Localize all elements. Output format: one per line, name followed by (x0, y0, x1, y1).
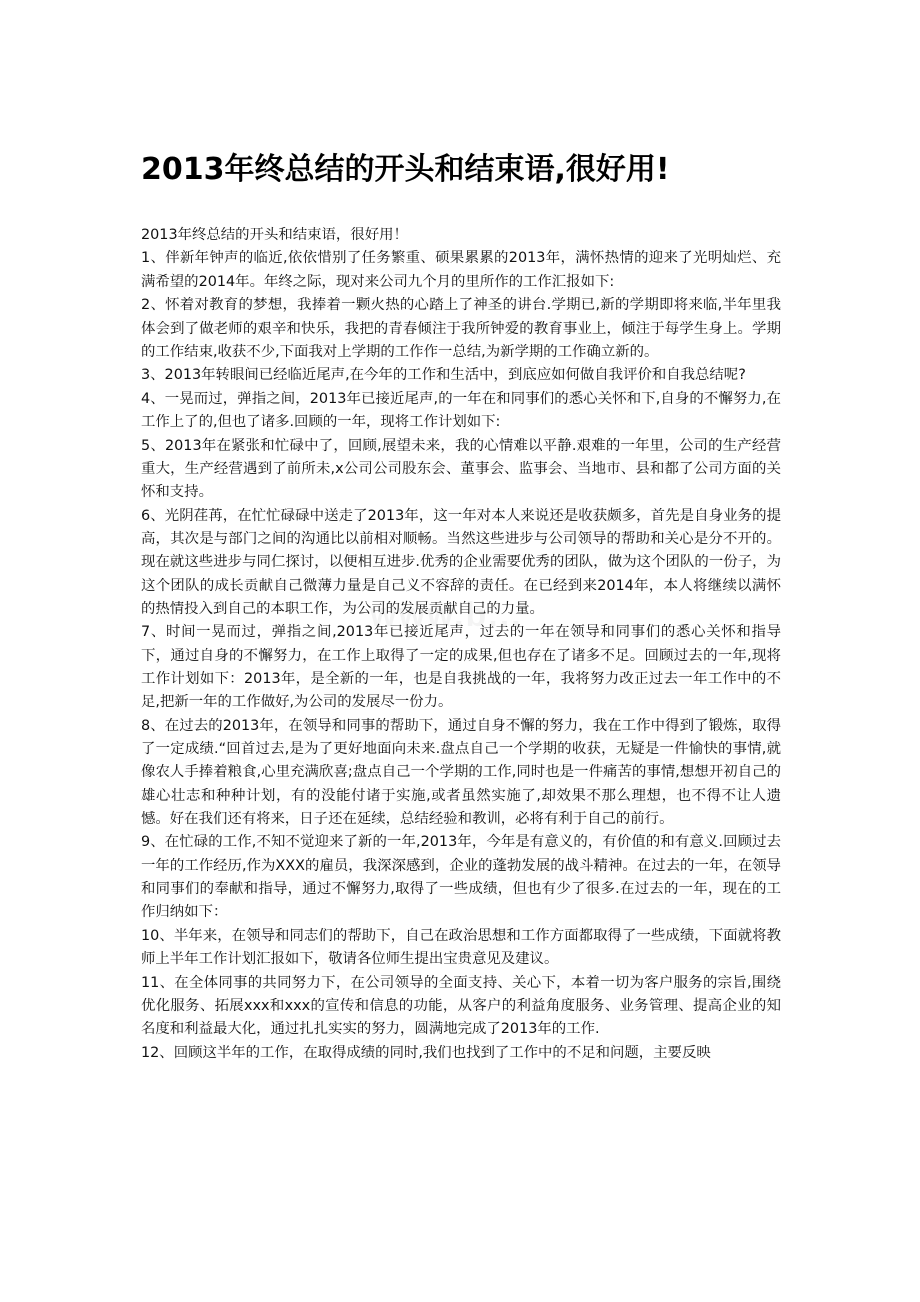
document-body (141, 224, 781, 1065)
paragraph-12: 12、回顾这半年的工作，在取得成绩的同时,我们也找到了工作中的不足和问题，主要反映 (141, 1044, 711, 1061)
paragraph-5: 5、2013年在紧张和忙碌中了，回顾,展望未来，我的心情难以平静.艰难的一年里，公司的生产经营重大，生产经营遇到了前所未,x公司公司股东会、董事会、监事会、当地市、县和都了公司方面的关怀和支持。 (141, 437, 781, 501)
intro-paragraph: 2013年终总结的开头和结束语，很好用！ (141, 227, 408, 243)
paragraph-1: 1、伴新年钟声的临近,依依惜别了任务繁重、硕果累累的2013年，满怀热情的迎来了光明灿烂、充满希望的2014年。年终之际，现对来公司九个月的里所作的工作汇报如下: (141, 250, 781, 290)
paragraph-8: 8、在过去的2013年，在领导和同事的帮助下，通过自身不懈的努力，我在工作中得到了锻炼，取得了一定成绩.“回首过去,是为了更好地面向未来.盘点自己一个学期的收获，无疑是一件愉快的事情,就像农人手捧着粮食,心里充满欣喜;盘点自己一个学期的工作,同时也是一件痛苦的事情,想想开初自己的雄心壮志和种种计划，有的没能付诸于实施,或者虽然实施了,却效果不那么理想，也不得不让人遗憾。好在我们还有将来，日子还在延续，总结经验和教训，必将有利于自己的前行。 (141, 717, 781, 827)
paragraph-3: 3、2013年转眼间已经临近尾声,在今年的工作和生活中，到底应如何做自我评价和自我总结呢? (141, 367, 746, 384)
paragraph-11: 11、在全体同事的共同努力下，在公司领导的全面支持、关心下，本着一切为客户服务的宗旨,围绕优化服务、拓展xxx和xxx的宣传和信息的功能，从客户的利益角度服务、业务管理、提高企业的知名度和利益最大化，通过扎扎实实的努力，圆满地完成了2013年的工作. (141, 974, 781, 1038)
paragraph-7: 7、时间一晃而过，弹指之间,2013年已接近尾声，过去的一年在领导和同事们的悉心关怀和指导下，通过自身的不懈努力，在工作上取得了一定的成果,但也存在了诸多不足。回顾过去的一年,现将工作计划如下：2013年，是全新的一年，也是自我挑战的一年，我将努力改正过去一年工作中的不足,把新一年的工作做好,为公司的发展尽一份力。 (141, 624, 781, 711)
paragraph-10: 10、半年来，在领导和同志们的帮助下，自己在政治思想和工作方面都取得了一些成绩，下面就将教师上半年工作计划汇报如下，敬请各位师生提出宝贵意见及建议。 (141, 927, 781, 968)
paragraph-9: 9、在忙碌的工作,不知不觉迎来了新的一年,2013年，今年是有意义的，有价值的和有意义.回顾过去一年的工作经历,作为XXX的雇员，我深深感到，企业的蓬勃发展的战斗精神。在过去的一年，在领导和同事们的奉献和指导，通过不懈努力,取得了一些成绩，但也有少了很多.在过去的一年，现在的工作归纳如下： (141, 834, 781, 921)
paragraph-2: 2、怀着对教育的梦想，我捧着一颗火热的心踏上了神圣的讲台.学期已,新的学期即将来临,半年里我体会到了做老师的艰辛和快乐，我把的青春倾注于我所钟爱的教育事业上，倾注于每学生身上。学期的工作结束,收获不少,下面我对上学期的工作作一总结,为新学期的工作确立新的。 (141, 297, 781, 360)
paragraph-4: 4、一晃而过，弹指之间，2013年已接近尾声,的一年在和同事们的悉心关怀和下,自身的不懈努力,在工作上了的,但也了诸多.回顾的一年，现将工作计划如下: (141, 390, 781, 431)
paragraph-6: 6、光阴荏苒，在忙忙碌碌中送走了2013年，这一年对本人来说还是收获颇多，首先是自身业务的提高，其次是与部门之间的沟通比以前相对顺畅。当然这些进步与公司领导的帮助和关心是分不开的。现在就这些进步与同仁探讨，以便相互进步.优秀的企业需要优秀的团队，做为这个团队的一份子，为这个团队的成长贡献自己微薄力量是自己义不容辞的责任。在已经到来2014年，本人将继续以满怀的热情投入到自己的本职工作，为公司的发展贡献自己的力量。 (141, 507, 781, 617)
document-title: 2013年终总结的开头和结束语,很好用! (141, 152, 670, 187)
